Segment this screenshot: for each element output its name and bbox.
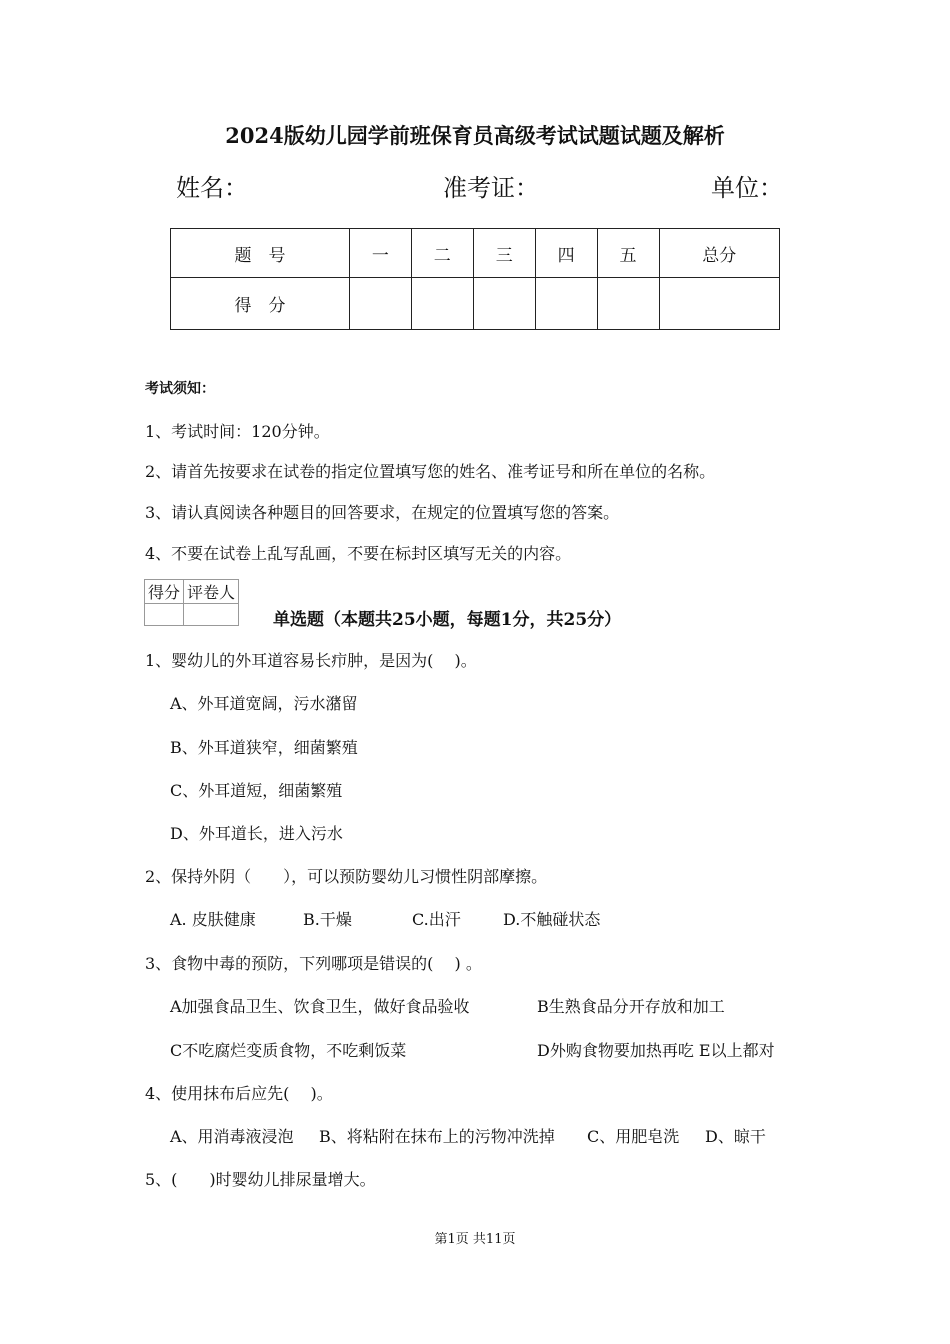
- option-d: D、晾干: [705, 1127, 766, 1146]
- score-cell[interactable]: [145, 604, 184, 626]
- option-c: C.出汗: [412, 910, 461, 929]
- table-cell: 题 号: [171, 229, 350, 278]
- option-a: A. 皮肤健康: [170, 910, 256, 929]
- section-title: 单选题（本题共25小题，每题1分，共25分）: [273, 610, 622, 630]
- option-d: D、外耳道长，进入污水: [170, 824, 343, 843]
- table-cell: 得分: [145, 580, 184, 604]
- table-cell: 五: [597, 229, 659, 278]
- table-cell: 得 分: [171, 278, 350, 330]
- notice-item: 1、考试时间：120分钟。: [145, 422, 330, 441]
- table-cell: 三: [473, 229, 535, 278]
- table-cell: 一: [349, 229, 411, 278]
- option-c: C、用肥皂洗: [587, 1127, 680, 1146]
- option-b: B、外耳道狭窄，细菌繁殖: [170, 738, 358, 757]
- option-b: B、将粘附在抹布上的污物冲洗掉: [319, 1127, 555, 1146]
- reviewer-cell[interactable]: [184, 604, 239, 626]
- notice-item: 4、不要在试卷上乱写乱画，不要在标封区填写无关的内容。: [145, 544, 572, 563]
- option-b: B.干燥: [303, 910, 352, 929]
- question-stem: 5、( )时婴幼儿排尿量增大。: [145, 1170, 376, 1189]
- notice-item: 2、请首先按要求在试卷的指定位置填写您的姓名、准考证号和所在单位的名称。: [145, 462, 716, 481]
- unit-label: 单位：: [711, 174, 783, 202]
- option-a: A、用消毒液浸泡: [170, 1127, 294, 1146]
- question-stem: 1、婴幼儿的外耳道容易长疖肿，是因为( )。: [145, 651, 477, 670]
- question-stem: 4、使用抹布后应先( )。: [145, 1084, 333, 1103]
- document-title: 2024版幼儿园学前班保育员高级考试试题试题及解析: [225, 123, 725, 148]
- score-cell[interactable]: [349, 278, 411, 330]
- table-cell: 评卷人: [184, 580, 239, 604]
- exam-id-label: 准考证：: [443, 174, 539, 202]
- table-cell: 二: [411, 229, 473, 278]
- score-cell[interactable]: [597, 278, 659, 330]
- table-cell: 四: [535, 229, 597, 278]
- score-table-score-row: [171, 278, 780, 330]
- option-a: A加强食品卫生、饮食卫生，做好食品验收: [170, 997, 470, 1016]
- score-cell[interactable]: [535, 278, 597, 330]
- notice-item: 3、请认真阅读各种题目的回答要求，在规定的位置填写您的答案。: [145, 503, 620, 522]
- score-cell[interactable]: [473, 278, 535, 330]
- table-cell: 总分: [659, 229, 779, 278]
- score-cell[interactable]: [659, 278, 779, 330]
- notice-heading: 考试须知：: [145, 381, 215, 397]
- page-footer: 第1页 共11页: [434, 1232, 516, 1247]
- question-stem: 3、食物中毒的预防，下列哪项是错误的( ) 。: [145, 954, 482, 973]
- option-c: C、外耳道短，细菌繁殖: [170, 781, 343, 800]
- option-a: A、外耳道宽阔，污水潴留: [170, 694, 358, 713]
- question-stem: 2、保持外阴（ ），可以预防婴幼儿习惯性阴部摩擦。: [145, 867, 548, 886]
- name-label: 姓名：: [176, 174, 248, 202]
- grader-table: [144, 579, 239, 626]
- option-d: D外购食物要加热再吃 E以上都对: [537, 1041, 775, 1060]
- score-table: [170, 228, 780, 330]
- option-b: B生熟食品分开存放和加工: [537, 997, 725, 1016]
- option-c: C不吃腐烂变质食物，不吃剩饭菜: [170, 1041, 407, 1060]
- option-d: D.不触碰状态: [503, 910, 601, 929]
- score-cell[interactable]: [411, 278, 473, 330]
- score-table-header-row: [171, 229, 780, 278]
